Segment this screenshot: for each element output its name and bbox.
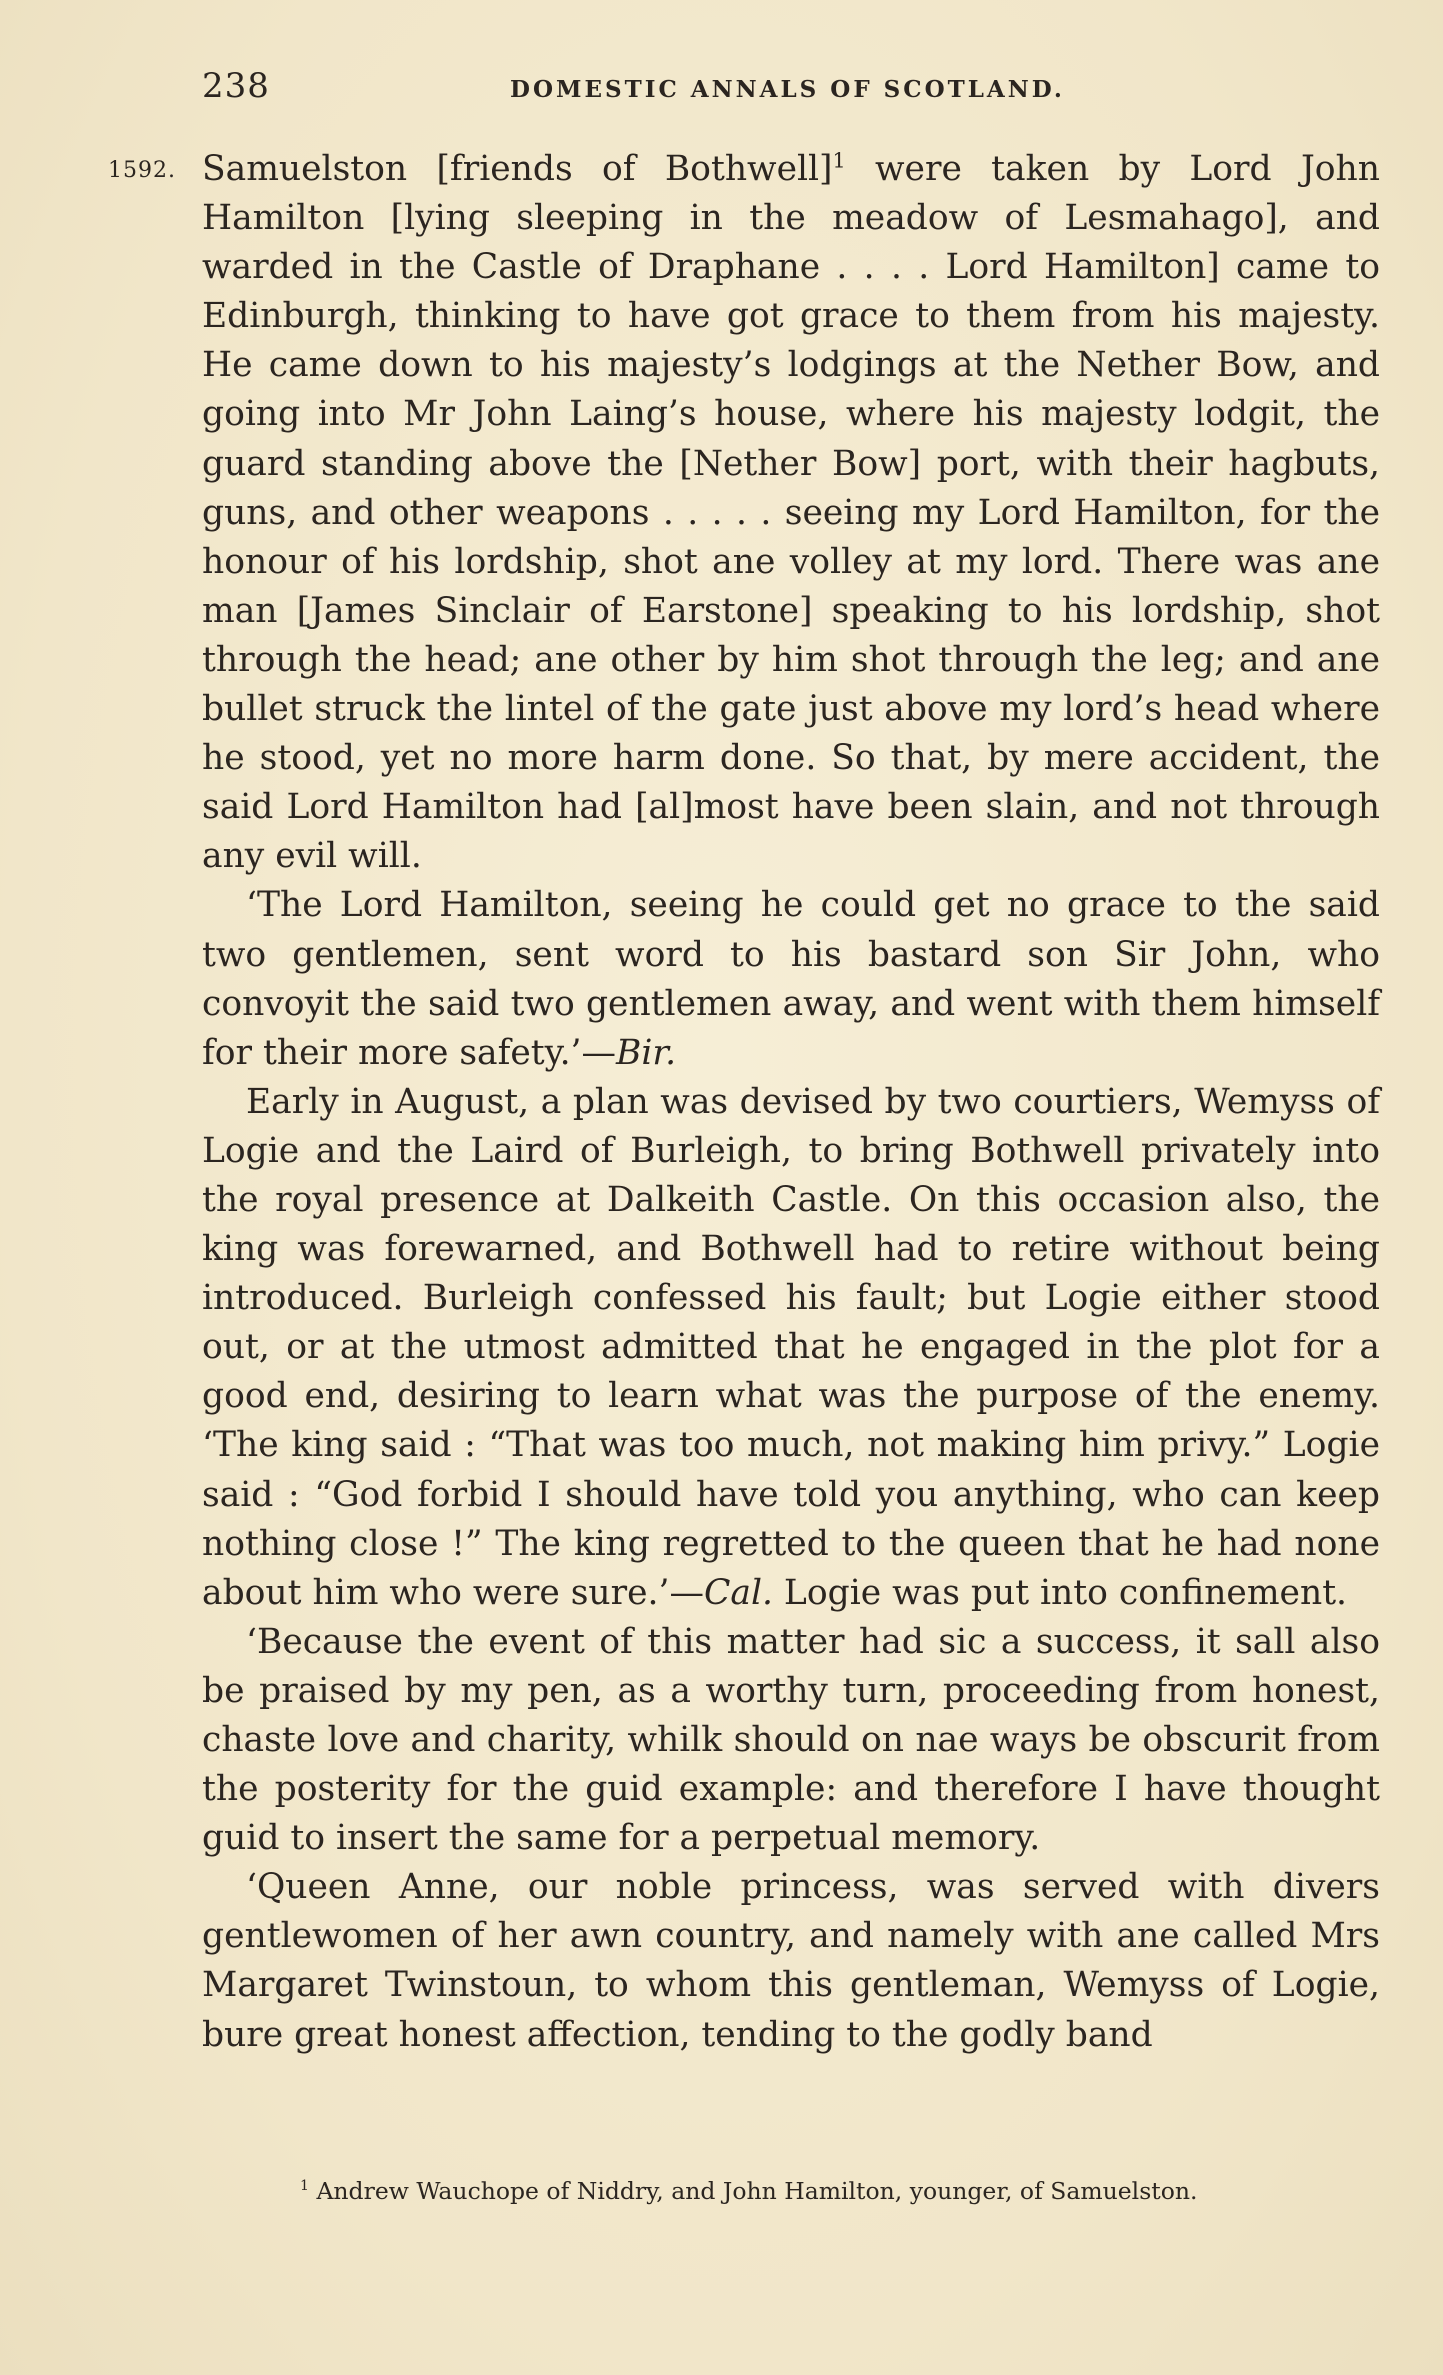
page-number: 238 (202, 66, 270, 106)
running-head (202, 66, 1382, 116)
paragraph: ‘Because the event of this matter had sic a success, it sall also be praised by my pen, as a worthy turn, proceeding from honest, chaste love and charity, whilk should on nae ways be obscurit from the posterity for the guid example: and therefore I have thought guid to insert the same for a perpetual memory. (202, 1621, 1380, 1859)
source-citation: Bir. (616, 1032, 677, 1073)
paragraph: Early in August, a plan was devised by two courtiers, Wemyss of Logie and the Laird of Burleigh, to bring Bothwell privately into the royal presence at Dalkeith Castle. On this occasion also, the king was forewarned, and Bothwell had to retire without being introduced. Burleigh confessed his fault; but Logie either stood out, or at the utmost admitted that he engaged in the plot for a good end, desiring to learn what was the purpose of the enemy. ‘The king said : “That was too much, not making him privy.” Logie said : “God forbid I should have told you anything, who can keep nothing close !” The king regretted to the queen that he had none about him who were sure.’—Cal. Logie was put into confinement. (202, 1081, 1380, 1613)
footnote (300, 2176, 1340, 2206)
footnote-marker: 1 (832, 148, 846, 173)
footnote-text: Andrew Wauchope of Niddry, and John Hamilton, younger, of Samuelston. (308, 2177, 1198, 2205)
margin-year: 1592. (108, 158, 176, 183)
paragraph: ‘The Lord Hamilton, seeing he could get no grace to the said two gentlemen, sent word to his bastard son Sir John, who convoyit the said two gentlemen away, and went with them himself for their more safety.’—Bir. (202, 885, 1380, 1073)
source-citation: Cal. (704, 1572, 773, 1613)
footnote-marker: 1 (300, 2178, 309, 2195)
paragraph: ‘Queen Anne, our noble princess, was served with divers gentlewomen of her awn country, and namely with ane called Mrs Margaret Twinstoun, to whom this gentleman, Wemyss of Logie, bure great honest affection, tending to the godly band (202, 1867, 1380, 2055)
running-title: DOMESTIC ANNALS OF SCOTLAND. (510, 76, 1065, 103)
body-text (202, 145, 1380, 2060)
paragraph: Samuelston [friends of Bothwell]$^1$ were taken by Lord John Hamilton [lying sleeping in the meadow of Lesmahago], and warded in the Castle of Draphane . . . . Lord Hamilton] came to Edinburgh, thinking to have got grace to them from his majesty. He came down to his majesty’s lodgings at the Nether Bow, and going into Mr John Laing’s house, where his majesty lodgit, the guard standing above the [Nether Bow] port, with their hagbuts, guns, and other weapons . . . . . seeing my Lord Hamilton, for the honour of his lordship, shot ane volley at my lord. There was ane man [James Sinclair of Earstone] speaking to his lordship, shot through the head; ane other by him shot through the leg; and ane bullet struck the lintel of the gate just above my lord’s head where he stood, yet no more harm done. So that, by mere accident, the said Lord Hamilton had [al]most have been slain, and not through any evil will. (202, 148, 1380, 877)
